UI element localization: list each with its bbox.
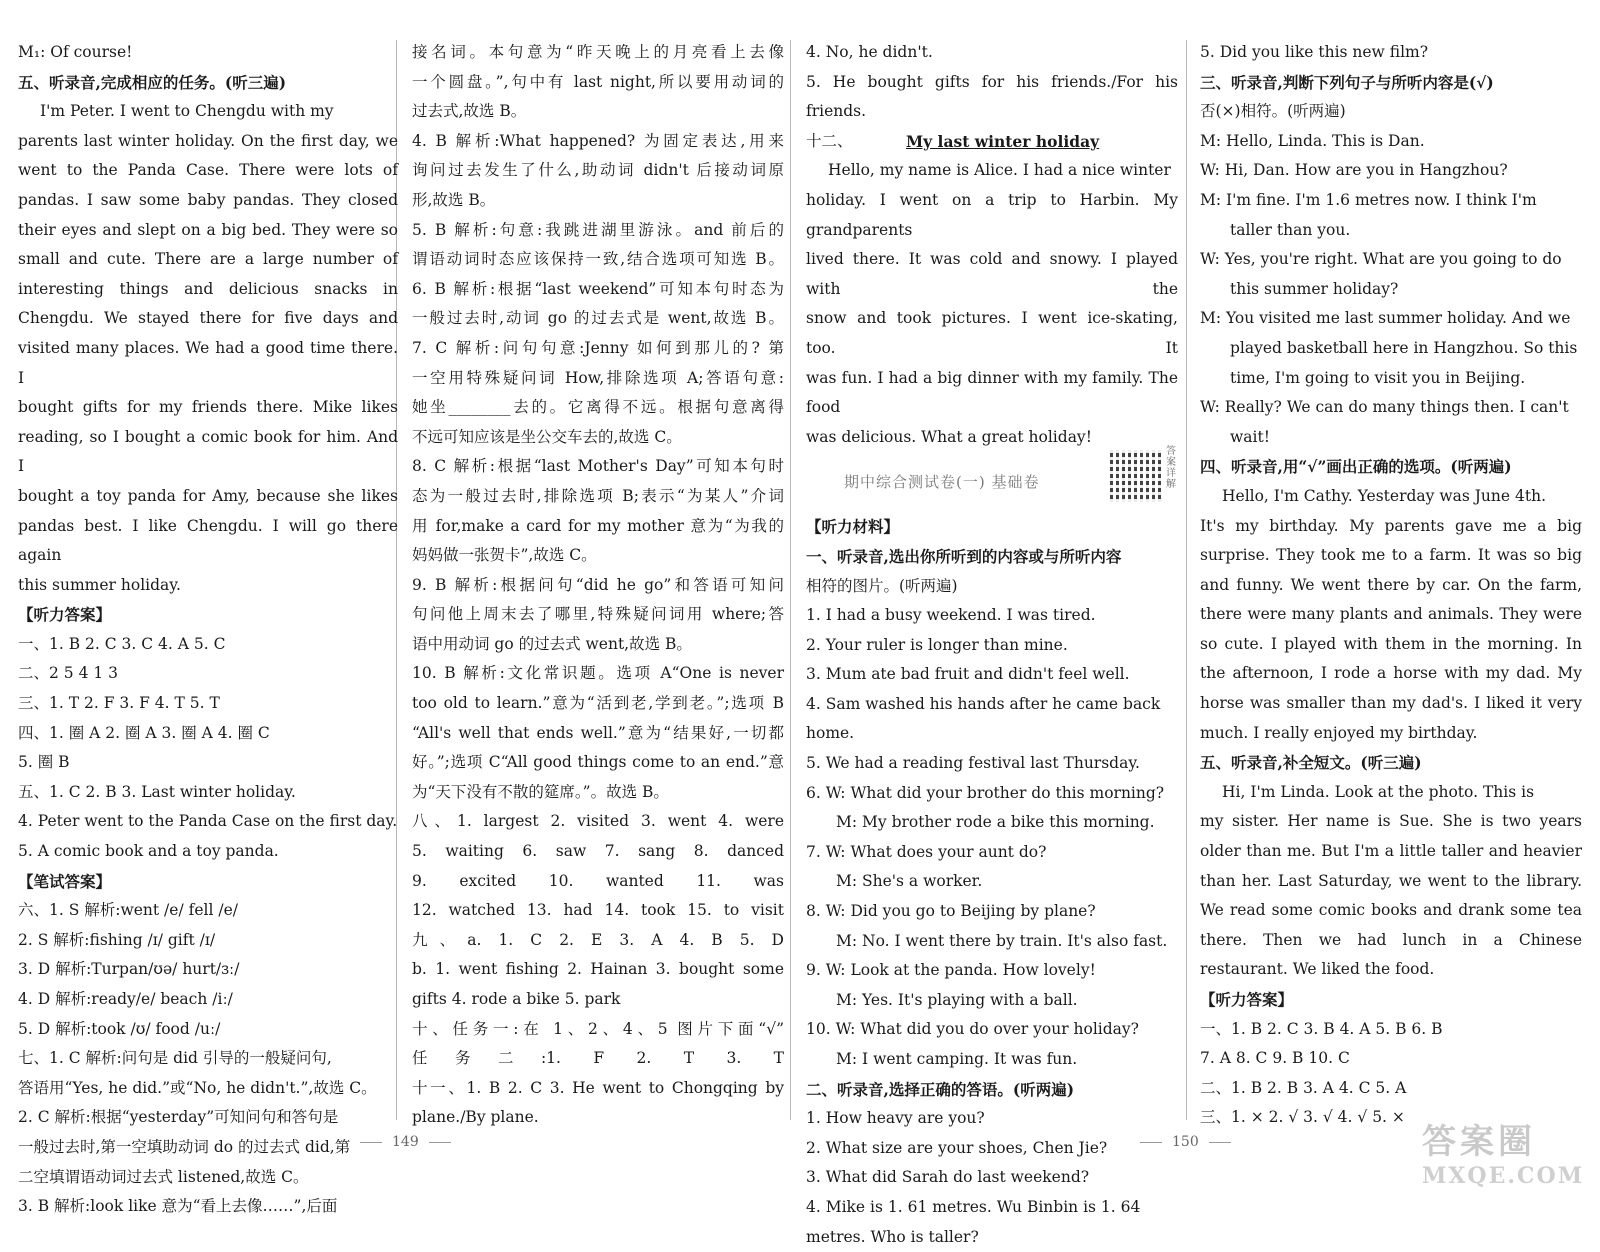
text-line: 她坐________去的。它离得不远。根据句意离得 [412, 398, 784, 417]
text-line: M: You visited me last summer holiday. And we [1200, 309, 1571, 328]
text-line: 3. D 解析:Turpan/ʊə/ hurt/ɜː/ [18, 960, 240, 979]
text-line: 【听力材料】 [806, 517, 900, 537]
text-line: pandas best. I like Chengdu. I will go there again [18, 516, 398, 565]
text-line: 四、1. 圈 A 2. 圈 A 3. 圈 A 4. 圈 C [18, 723, 270, 742]
text-line: 一般过去时,动词 go 的过去式是 went,故选 B。 [412, 309, 784, 328]
text-line: 7. W: What does your aunt do? [806, 842, 1047, 861]
text-line: 2. What size are your shoes, Chen Jie? [806, 1138, 1108, 1157]
text-line: 二、听录音,选择正确的答语。(听两遍) [806, 1079, 1075, 1099]
text-line: and funny. We went there by car. On the farm, [1200, 575, 1582, 594]
text-line: 4. Peter went to the Panda Case on the first day. [18, 812, 398, 831]
text-line: b. 1. went fishing 2. Hainan 3. bought some [412, 960, 784, 979]
text-line: 三、听录音,判断下列句子与所听内容是(√) [1200, 72, 1494, 92]
text-line: 5. A comic book and a toy panda. [18, 842, 279, 861]
text-line: 10. B 解析:文化常识题。选项 A“One is never [412, 664, 784, 683]
text-line: 接名词。本句意为“昨天晚上的月亮看上去像 [412, 43, 784, 61]
text-line: was fun. I had a big dinner with my family. The food [806, 368, 1178, 417]
text-line: 妈妈做一张贺卡”,故选 C。 [412, 546, 597, 565]
text-line: so cute. I played with them in the morning. In [1200, 634, 1582, 653]
text-line: went to the Panda Case. There were lots of [18, 161, 398, 180]
text-line: 过去式,故选 B。 [412, 102, 527, 121]
text-line: M: I went camping. It was fun. [836, 1050, 1078, 1068]
text-line: 二空填谓语动词过去式 listened,故选 C。 [18, 1167, 309, 1186]
text-line: 好。”;选项 C“All good things come to an end.”意 [412, 753, 784, 772]
text-line: 【听力答案】 [18, 605, 112, 625]
text-line: 一、1. B 2. C 3. C 4. A 5. C [18, 634, 226, 653]
text-line: M: My brother rode a bike this morning. [836, 813, 1155, 832]
text-line: parents last winter holiday. On the first day, we [18, 131, 398, 150]
text-line: 二、2 5 4 1 3 [18, 664, 119, 683]
text-line: snow and took pictures. I went ice-skating, too. It [806, 309, 1178, 357]
text-line: “All's well that ends well.”意为“结果好,一切都 [412, 723, 784, 742]
text-line: 五、1. C 2. B 3. Last winter holiday. [18, 782, 296, 801]
text-line: 1. I had a busy weekend. I was tired. [806, 606, 1096, 625]
text-line: there were many plants and animals. They were [1200, 605, 1582, 624]
text-line: metres. Who is taller? [806, 1227, 979, 1246]
text-line: bought gifts for my friends there. Mike likes [18, 398, 398, 417]
text-line: was delicious. What a great holiday! [806, 427, 1092, 446]
text-line: Chengdu. We stayed there for five days and [18, 309, 398, 328]
column-1 [18, 38, 398, 1216]
text-line: 否(×)相符。(听两遍) [1200, 102, 1346, 121]
text-line: 4. B 解析:What happened? 为固定表达,用来 [412, 131, 784, 150]
text-line: surprise. They took me to a farm. It was so big [1200, 546, 1582, 565]
text-line: horse was smaller than my dad's. I liked it very [1200, 694, 1582, 713]
text-line: M: Hello, Linda. This is Dan. [1200, 131, 1425, 150]
text-line: I'm Peter. I went to Chengdu with my [40, 102, 334, 121]
text-line: their eyes and slept on a big bed. They were so [18, 220, 398, 239]
text-line: than her. Last Saturday, we went to the library. [1200, 871, 1582, 890]
test-title: 期中综合测试卷(一) 基础卷 [844, 472, 1040, 491]
text-line: 6. B 解析:根据“last weekend”可知本句时态为 [412, 279, 784, 298]
qr-code-icon[interactable] [1110, 450, 1162, 502]
text-line: It's my birthday. My parents gave me a big [1200, 516, 1582, 535]
text-line: 语中用动词 go 的过去式 went,故选 B。 [412, 634, 692, 653]
text-line: 二、1. B 2. B 3. A 4. C 5. A [1200, 1078, 1407, 1097]
text-line: too old to learn.”意为“活到老,学到老。”;选项 B [412, 694, 784, 713]
text-line: M: She's a worker. [836, 872, 983, 891]
text-line: M: No. I went there by train. It's also fast. [836, 931, 1168, 950]
text-line: holiday. I went on a trip to Harbin. My grandparents [806, 190, 1178, 239]
text-line: 5. B 解析:句意:我跳进湖里游泳。and 前后的 [412, 220, 784, 239]
text-line: bought a toy panda for Amy, because she likes [18, 486, 398, 505]
test-banner [806, 446, 1178, 512]
text-line: there. Then we had lunch in a Chinese [1200, 930, 1582, 949]
text-line: time, I'm going to visit you in Beijing. [1230, 368, 1526, 387]
text-line: 9. B 解析:根据问句“did he go”和答语可知问 [412, 575, 784, 594]
text-line: 2. Your ruler is longer than mine. [806, 635, 1068, 654]
text-line: 5. D 解析:took /ʊ/ food /uː/ [18, 1019, 221, 1038]
text-line: 九、a. 1. C 2. E 3. A 4. B 5. D [412, 930, 784, 949]
text-line: reading, so I bought a comic book for him. And I [18, 427, 398, 476]
column-divider [1186, 40, 1187, 1120]
text-line: 5. Did you like this new film? [1200, 43, 1429, 61]
text-line: Hello, I'm Cathy. Yesterday was June 4th. [1222, 486, 1547, 505]
text-line: M: I'm fine. I'm 1.6 metres now. I think I'm [1200, 190, 1537, 209]
text-line: my sister. Her name is Sue. She is two years [1200, 812, 1582, 831]
text-line: 五、听录音,完成相应的任务。(听三遍) [18, 72, 287, 92]
text-line: 【笔试答案】 [18, 871, 112, 891]
text-line: 2. S 解析:fishing /ɪ/ gift /ɪ/ [18, 930, 216, 949]
text-line: 句问他上周末去了哪里,特殊疑问词用 where;答 [412, 605, 784, 624]
text-line: 3. B 解析:look like 意为“看上去像……”,后面 [18, 1197, 338, 1216]
text-line: 1. How heavy are you? [806, 1109, 985, 1128]
text-line: 用 for,make a card for my mother 意为“为我的 [412, 516, 784, 535]
text-line: 7. C 解析:问句句意:Jenny 如何到那儿的? 第 [412, 338, 784, 357]
text-line: played basketball here in Hangzhou. So this [1230, 338, 1578, 357]
page-number-right: 150 [1130, 1134, 1241, 1150]
text-line: 谓语动词时态应该保持一致,结合选项可知选 B。 [412, 250, 784, 269]
qr-caption: 答案详解 [1166, 446, 1176, 491]
column-4 [1200, 38, 1582, 1148]
text-line: 9. excited 10. wanted 11. was [412, 871, 784, 890]
text-line: pandas. I saw some baby pandas. They closed [18, 190, 398, 209]
text-line: 【听力答案】 [1200, 990, 1294, 1009]
text-line: 8. C 解析:根据“last Mother's Day”可知本句时 [412, 457, 784, 476]
text-line: 12. watched 13. had 14. took 15. to visit [412, 901, 784, 920]
text-line: 四、听录音,用“√”画出正确的选项。(听两遍) [1200, 457, 1512, 477]
text-line: 5. 圈 B [18, 753, 70, 772]
column-3 [806, 38, 1178, 1246]
text-line: 10. W: What did you do over your holiday? [806, 1020, 1139, 1039]
text-line: home. [806, 724, 855, 743]
text-line: gifts 4. rode a bike 5. park [412, 990, 621, 1008]
column-divider [790, 40, 791, 1120]
text-line: 为“天下没有不散的筵席。”。故选 B。 [412, 782, 669, 801]
text-line: 答语用“Yes, he did.”或“No, he didn't.”,故选 C。 [18, 1078, 377, 1097]
text-line: 2. C 解析:根据“yesterday”可知问句和答句是 [18, 1108, 339, 1127]
text-line: W: Yes, you're right. What are you going to do [1200, 250, 1562, 269]
text-line: 态为一般过去时,排除选项 B;表示“为某人”介词 [412, 486, 784, 505]
text-line: taller than you. [1230, 220, 1351, 239]
text-line: this summer holiday. [18, 575, 181, 594]
text-line: 十一、1. B 2. C 3. He went to Chongqing by [412, 1078, 784, 1097]
text-line: Hello, my name is Alice. I had a nice winter [828, 161, 1171, 180]
column-2 [412, 38, 784, 1148]
text-line: 相符的图片。(听两遍) [806, 576, 958, 595]
text-line: interesting things and delicious snacks in [18, 279, 398, 298]
text-line: lived there. It was cold and snowy. I played with the [806, 250, 1178, 298]
essay-heading [806, 127, 1178, 157]
text-line: restaurant. We liked the food. [1200, 960, 1435, 979]
text-line: 3. Mum ate bad fruit and didn't feel well. [806, 665, 1130, 684]
text-line: 8. W: Did you go to Beijing by plane? [806, 902, 1096, 921]
text-line: 三、1. T 2. F 3. F 4. T 5. T [18, 694, 220, 713]
section-number: 十二、 [806, 131, 853, 150]
text-line: 4. Mike is 1. 61 metres. Wu Binbin is 1. 64 [806, 1197, 1141, 1216]
text-line: 一空用特殊疑问词 How,排除选项 A;答语句意: [412, 368, 784, 387]
text-line: plane./By plane. [412, 1108, 539, 1127]
text-line: W: Hi, Dan. How are you in Hangzhou? [1200, 161, 1508, 180]
text-line: wait! [1230, 427, 1270, 446]
text-line: 一般过去时,第一空填助动词 do 的过去式 did,第 [18, 1137, 351, 1156]
text-line: 4. No, he didn't. [806, 43, 933, 61]
text-line: 三、1. × 2. √ 3. √ 4. √ 5. × [1200, 1108, 1405, 1127]
text-line: Hi, I'm Linda. Look at the photo. This is [1222, 782, 1535, 801]
text-line: M₁: Of course! [18, 43, 133, 61]
text-line: 7. A 8. C 9. B 10. C [1200, 1049, 1350, 1068]
text-line: 一、听录音,选出你所听到的内容或与所听内容 [806, 546, 1122, 566]
essay-title: My last winter holiday [906, 131, 1100, 151]
text-line: 9. W: Look at the panda. How lovely! [806, 961, 1096, 980]
text-line: 任务二:1. F 2. T 3. T [412, 1049, 784, 1068]
text-line: friends. [806, 102, 867, 121]
text-line: small and cute. There are a large number of [18, 250, 398, 269]
text-line: 五、听录音,补全短文。(听三遍) [1200, 753, 1422, 773]
text-line: this summer holiday? [1230, 279, 1399, 298]
text-line: W: Really? We can do many things then. I can't [1200, 398, 1569, 417]
text-line: 询问过去发生了什么,助动词 didn't 后接动词原 [412, 161, 784, 180]
text-line: 形,故选 B。 [412, 190, 496, 209]
text-line: We read some comic books and drank some tea [1200, 901, 1582, 920]
text-line: M: Yes. It's playing with a ball. [836, 990, 1078, 1009]
text-line: 一个圆盘。”,句中有 last night,所以要用动词的 [412, 72, 784, 91]
text-line: 5. We had a reading festival last Thursday. [806, 754, 1140, 773]
text-line: 5. He bought gifts for his friends./For his [806, 72, 1178, 91]
text-line: the afternoon, I rode a horse with my dad. My [1200, 664, 1582, 683]
text-line: 十、任务一:在 1、2、4、5 图片下面“√” [412, 1019, 784, 1038]
text-line: 5. waiting 6. saw 7. sang 8. danced [412, 842, 784, 861]
text-line: older than me. But I'm a little taller and heavier [1200, 842, 1582, 861]
text-line: 4. Sam washed his hands after he came back [806, 694, 1161, 713]
watermark-logo: 答案圈 MXQE.COM [1422, 1122, 1585, 1189]
text-line: 4. D 解析:ready/e/ beach /iː/ [18, 990, 233, 1008]
text-line: 不远可知应该是坐公交车去的,故选 C。 [412, 427, 682, 446]
text-line: much. I really enjoyed my birthday. [1200, 723, 1478, 742]
text-line: 六、1. S 解析:went /e/ fell /e/ [18, 901, 238, 920]
text-line: 6. W: What did your brother do this morning? [806, 783, 1165, 802]
text-line: 3. What did Sarah do last weekend? [806, 1168, 1090, 1187]
page-number-left: 149 [350, 1134, 461, 1150]
text-line: 八、1. largest 2. visited 3. went 4. were [412, 812, 784, 831]
text-line: 一、1. B 2. C 3. B 4. A 5. B 6. B [1200, 1019, 1443, 1038]
text-line: visited many places. We had a good time there. I [18, 338, 398, 387]
text-line: 七、1. C 解析:问句是 did 引导的一般疑问句, [18, 1049, 332, 1068]
